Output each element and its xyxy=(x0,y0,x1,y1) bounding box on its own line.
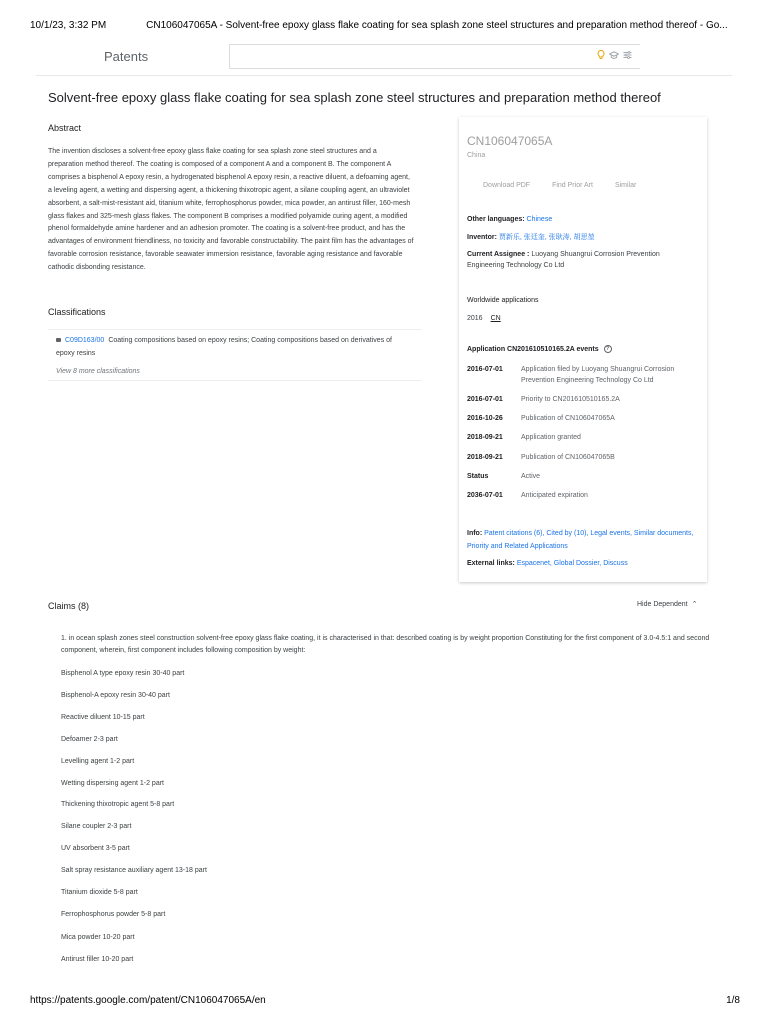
claim-ingredient: UV absorbent 3-5 part xyxy=(61,845,130,852)
current-assignee: Current Assignee : Luoyang Shuangrui Corrosion Prevention Engineering Technology Co Ltd xyxy=(467,251,660,269)
event-row: 2016-10-26 Publication of CN106047065A xyxy=(467,415,615,422)
lightbulb-icon[interactable] xyxy=(597,50,605,63)
ww-year: 2016 xyxy=(467,315,483,322)
assignee-name: Luoyang Shuangrui Corrosion Prevention Engineering Technology Co Ltd xyxy=(467,251,660,269)
abstract-heading: Abstract xyxy=(48,123,82,133)
page-title: Solvent-free epoxy glass flake coating for sea splash zone steel structures and preparation method thereof xyxy=(48,90,661,105)
print-header xyxy=(30,20,750,31)
external-link-list[interactable]: Espacenet, Global Dossier, Discuss xyxy=(516,560,628,567)
ww-country-link[interactable]: CN xyxy=(490,315,501,322)
school-icon[interactable] xyxy=(609,50,619,63)
classification-description: Coating compositions based on epoxy resins; Coating compositions based on derivatives of epoxy resins xyxy=(56,337,392,357)
print-url: https://patents.google.com/patent/CN106047065A/en xyxy=(30,995,266,1006)
claim-ingredient: Silane coupler 2-3 part xyxy=(61,823,132,830)
help-icon[interactable]: ? xyxy=(604,345,612,353)
search-input[interactable] xyxy=(229,44,640,69)
claim-ingredient: Bisphenol A type epoxy resin 30-40 part xyxy=(61,670,185,677)
hide-dependent-toggle[interactable]: Hide Dependent ⌃ xyxy=(637,600,698,608)
event-row: 2018-09-21 Publication of CN106047065B xyxy=(467,454,615,461)
event-row: 2016-07-01 Application filed by Luoyang Shuangrui Corrosion Prevention Engineering Technology Co Ltd xyxy=(467,366,675,384)
claim-ingredient: Thickening thixotropic agent 5-8 part xyxy=(61,801,175,808)
claim-ingredient: Reactive diluent 10-15 part xyxy=(61,714,145,721)
claim-ingredient: Wetting dispersing agent 1-2 part xyxy=(61,780,164,787)
search-icons xyxy=(597,50,632,63)
print-page-number: 1/8 xyxy=(726,995,740,1006)
event-row: 2016-07-01 Priority to CN201610510165.2A xyxy=(467,396,620,403)
event-row: 2018-09-21 Application granted xyxy=(467,434,581,441)
claim-ingredient: Antirust filler 10-20 part xyxy=(61,956,134,963)
claim-ingredient: Mica powder 10-20 part xyxy=(61,934,135,941)
worldwide-applications-row xyxy=(467,315,501,322)
chevron-up-icon: ⌃ xyxy=(691,601,698,608)
other-languages: Other languages: Chinese xyxy=(467,216,553,223)
language-link[interactable]: Chinese xyxy=(526,216,553,223)
patents-logo[interactable]: Patents xyxy=(104,49,149,64)
download-pdf-button[interactable]: Download PDF xyxy=(483,182,531,189)
abstract-text: The invention discloses a solvent-free epoxy glass flake coating for sea splash zone steel structures and a preparation method thereof. The coating is composed of a component A and a component B. The component A comprises a bisphenol A epoxy resin, a hydrogenated bisphenol A epoxy resin, a reactive diluent, a defoaming agent, a leveling agent, a wetting and dispersing agent, a thickening thixotropic agent, a silane coupling agent, an ultraviolet absorbent, a salt-mist-resistant aid, titanium white, ferrophosphorus powder, mica powder, an antirust filler, 160-mesh glass flakes and 325-mesh glass flakes. The component B comprises a modified polyamide curing agent, a modified phenol formaldehyde amine hardener and an adhesion promoter. The coating is a solvent-free product, and has the advantages of environment friendliness, no toxicity and favorable constructability. The paint film has the advantages of favorable corrosion resistance, favorable seawater immersion resistance, favorable aging resistance and favorable cathodic disbonding resistance. xyxy=(48,148,414,272)
claim-ingredient: Salt spray resistance auxiliary agent 13-18 part xyxy=(61,867,207,874)
claim-1-text: 1. in ocean splash zones steel construction solvent-free epoxy glass flake coating, it is characterised in that: described coating is by weight proportion Constituting for the first component of 3.0-4.5:1 and second component, wherein, first component includes following composition by weight: xyxy=(61,635,710,655)
status-row: Status Active xyxy=(467,473,541,480)
top-bar xyxy=(36,40,732,76)
tune-icon[interactable] xyxy=(623,50,632,63)
claim-ingredient: Titanium dioxide 5-8 part xyxy=(61,889,138,896)
info-links: Info: Patent citations (6), Cited by (10), Legal events, Similar documents, Priority and Related Applications xyxy=(467,530,694,550)
worldwide-applications-heading: Worldwide applications xyxy=(467,297,539,304)
country: China xyxy=(467,152,486,159)
event-row: 2036-07-01 Anticipated expiration xyxy=(467,492,588,499)
card-actions xyxy=(483,182,636,189)
claim-ingredient: Bisphenol-A epoxy resin 30-40 part xyxy=(61,692,170,699)
similar-button[interactable]: Similar xyxy=(614,182,637,189)
find-prior-art-button[interactable]: Find Prior Art xyxy=(552,182,593,189)
print-footer xyxy=(30,995,740,1006)
claim-ingredient: Ferrophosphorus powder 5-8 part xyxy=(61,911,166,918)
print-datetime: 10/1/23, 3:32 PM xyxy=(30,20,107,31)
claims-heading: Claims (8) xyxy=(48,601,90,611)
bullet-icon xyxy=(56,338,61,342)
classifications-box xyxy=(48,329,422,381)
inventor-links[interactable]: 贾新乐, 张廷奎, 张耿涛, 胡思堃 xyxy=(498,234,595,241)
claim-ingredient: Levelling agent 1-2 part xyxy=(61,758,135,765)
classification-code-link[interactable]: C09D163/00 xyxy=(65,337,105,344)
patent-info-card xyxy=(459,117,707,582)
publication-number: CN106047065A xyxy=(467,134,553,148)
inventor: Inventor: 贾新乐, 张廷奎, 张耿涛, 胡思堃 xyxy=(467,234,595,241)
events-heading: Application CN201610510165.2A events ? xyxy=(467,345,612,353)
classifications-heading: Classifications xyxy=(48,307,106,317)
classification-entry xyxy=(56,335,406,360)
print-doc-title: CN106047065A - Solvent-free epoxy glass flake coating for sea splash zone steel structures and preparation method thereof - Go... xyxy=(146,20,728,31)
info-link-list[interactable]: Patent citations (6), Cited by (10), Legal events, Similar documents, Priority and Related Applications xyxy=(467,530,694,550)
external-links: External links: Espacenet, Global Dossier, Discuss xyxy=(467,560,628,567)
view-more-classifications-link[interactable]: View 8 more classifications xyxy=(56,368,140,375)
claim-ingredient: Defoamer 2-3 part xyxy=(61,736,118,743)
